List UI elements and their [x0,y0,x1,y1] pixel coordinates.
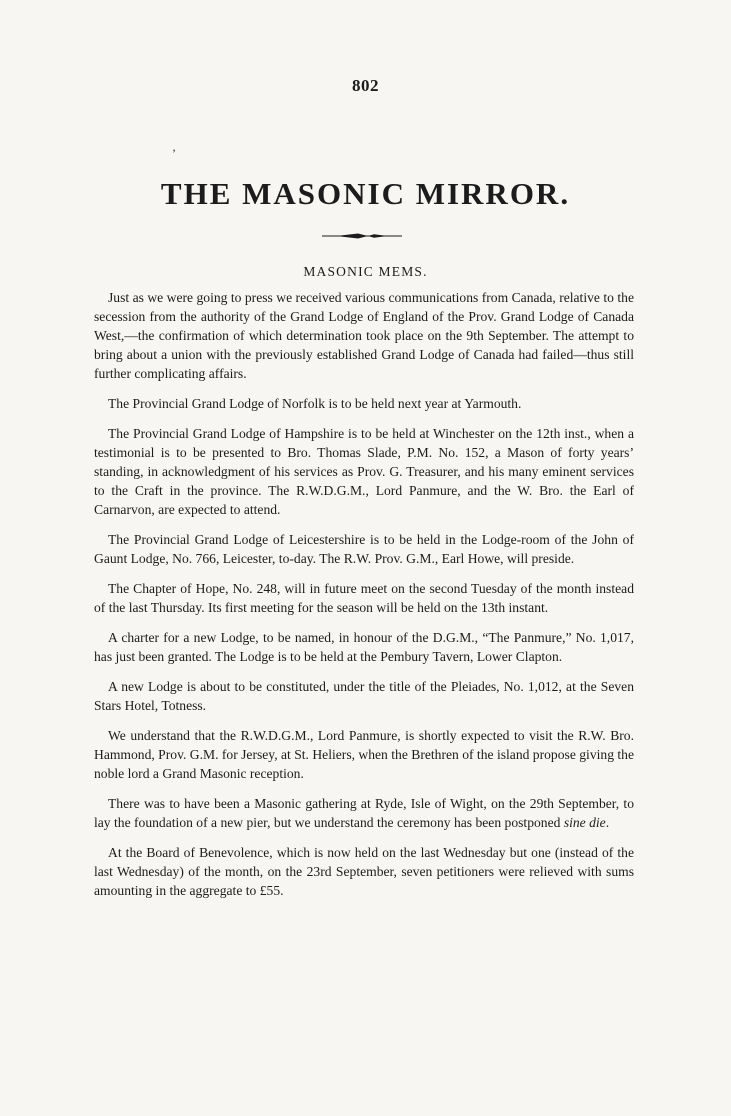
paragraph-ryde-pier [94,794,634,832]
paragraph-norfolk: The Provincial Grand Lodge of Norfolk is to be held next year at Yarmouth. [108,396,522,411]
masthead-title: THE MASONIC MIRROR. [160,176,571,211]
pier-text-before: There was to have been a Masonic gathering at Ryde, Isle of Wight, on the 29th September, to lay the foundation of a new pier, but we understand the ceremony has been postponed [94,796,634,830]
section-heading: MASONIC MEMS. [303,264,428,279]
article-body [94,288,634,911]
stray-mark: ’ [172,146,176,160]
paragraph-leicestershire: The Provincial Grand Lodge of Leicestershire is to be held in the Lodge-room of the John of Gaunt Lodge, No. 766, Leicester, to-day. The R.W. Prov. G.M., Earl Howe, will preside. [94,532,634,566]
ornament-rule-icon [322,230,402,242]
paragraph-benevolence: At the Board of Benevolence, which is now held on the last Wednesday but one (instead of the last Wednesday) of the month, on the 23rd September, seven petitioners were relieved with sums amounting in the aggregate to £55. [94,845,634,898]
pier-text-after: . [605,815,610,830]
page-number: 802 [352,76,379,95]
pier-text-italic: sine die [563,815,606,830]
paragraph-pleiades: A new Lodge is about to be constituted, under the title of the Pleiades, No. 1,012, at the Seven Stars Hotel, Totness. [94,679,634,713]
paragraph-panmure-charter: A charter for a new Lodge, to be named, in honour of the D.G.M., “The Panmure,” No. 1,017, has just been granted. The Lodge is to be held at the Pembury Tavern, Lower Clapton. [94,630,634,664]
paragraph-jersey-visit: We understand that the R.W.D.G.M., Lord Panmure, is shortly expected to visit the R.W. Bro. Hammond, Prov. G.M. for Jersey, at St. Heliers, when the Brethren of the island propose giving the noble lord a Grand Masonic reception. [94,728,634,781]
paragraph-hampshire: The Provincial Grand Lodge of Hampshire is to be held at Winchester on the 12th inst., when a testimonial is to be presented to Bro. Thomas Slade, P.M. No. 152, a Mason of forty years’ standing, in acknowledgment of his services as Prov. G. Treasurer, and his many eminent services to the Craft in the province. The R.W.D.G.M., Lord Panmure, and the W. Bro. the Earl of Carnarvon, are expected to attend. [94,426,634,517]
paragraph-chapter-of-hope: The Chapter of Hope, No. 248, will in future meet on the second Tuesday of the month instead of the last Thursday. Its first meeting for the season will be held on the 13th instant. [94,581,634,615]
paragraph-canada: Just as we were going to press we received various communications from Canada, relative to the secession from the authority of the Grand Lodge of England of the Prov. Grand Lodge of Canada West,—the confirmation of which determination took place on the 9th September. The attempt to bring about a union with the previously established Grand Lodge of Canada had failed—thus still further complicating affairs. [94,290,634,381]
